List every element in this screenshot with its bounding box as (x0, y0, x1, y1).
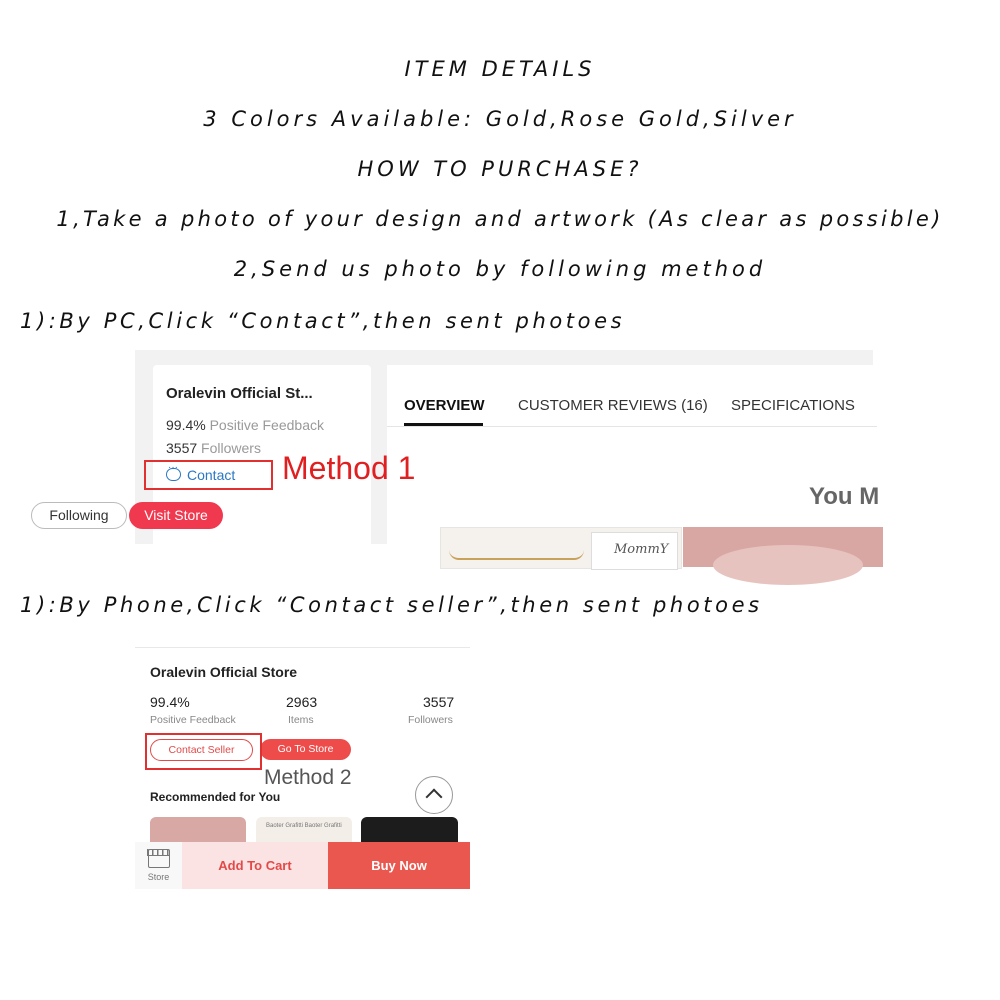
pc-thumbnail-text: MommY (614, 542, 669, 557)
colors-available-text: 3 Colors Available: Gold,Rose Gold,Silver (203, 107, 797, 131)
pc-feedback-stat (166, 417, 324, 433)
phone-items-label: Items (288, 714, 314, 726)
recommended-thumbnail-text: Baoter Grafitti Baoter Grafitti (266, 823, 342, 829)
visit-store-button[interactable]: Visit Store (129, 502, 223, 529)
phone-instruction-text: 1):By Phone,Click “Contact seller”,then sent photoes (20, 593, 763, 617)
pc-product-panel (387, 365, 887, 555)
pc-feedback-label: Positive Feedback (209, 417, 324, 433)
step-2-text: 2,Send us photo by following method (233, 257, 767, 281)
necklace-chain-image (449, 550, 584, 560)
pc-followers-value: 3557 (166, 440, 198, 456)
pc-feedback-value: 99.4% (166, 417, 206, 433)
phone-followers-value: 3557 (423, 694, 455, 710)
add-to-cart-button[interactable]: Add To Cart (182, 842, 328, 889)
go-to-store-button[interactable]: Go To Store (260, 739, 351, 760)
tab-overview[interactable]: OVERVIEW (404, 397, 485, 414)
store-tab-button[interactable] (135, 842, 182, 889)
phone-contact-highlight-box (145, 733, 262, 770)
tab-specifications[interactable]: SPECIFICATIONS (731, 397, 855, 414)
following-button[interactable]: Following (31, 502, 127, 529)
phone-followers-label: Followers (408, 714, 453, 726)
pc-product-thumbnail-2[interactable] (683, 527, 883, 567)
buy-now-button[interactable]: Buy Now (328, 842, 470, 889)
pc-store-name[interactable]: Oralevin Official St... (166, 385, 313, 402)
step-1-text: 1,Take a photo of your design and artwork (As clear as possible) (56, 207, 944, 231)
item-details-heading: ITEM DETAILS (404, 57, 596, 81)
pc-instruction-text: 1):By PC,Click “Contact”,then sent photoes (20, 309, 626, 333)
contact-seller-button[interactable]: Contact Seller (150, 739, 253, 761)
store-icon (148, 849, 170, 868)
pc-contact-label: Contact (187, 467, 236, 483)
store-tab-label: Store (147, 872, 170, 882)
pc-followers-stat (166, 440, 261, 456)
method-1-label: Method 1 (282, 450, 416, 486)
pc-section-heading: You M (809, 483, 880, 510)
pc-store-screenshot (135, 350, 880, 557)
method-2-label: Method 2 (264, 766, 352, 789)
phone-feedback-value: 99.4% (150, 694, 190, 710)
tab-divider (387, 426, 877, 427)
recommended-heading: Recommended for You (150, 790, 281, 804)
phone-top-divider (135, 647, 470, 648)
how-to-purchase-heading: HOW TO PURCHASE? (357, 157, 643, 181)
pc-thumbnail-card (591, 532, 678, 570)
phone-store-name[interactable]: Oralevin Official Store (150, 664, 298, 680)
phone-items-value: 2963 (286, 694, 318, 710)
phone-feedback-label: Positive Feedback (150, 714, 236, 726)
pc-product-thumbnail[interactable] (440, 527, 682, 569)
pc-contact-highlight-box (144, 460, 273, 490)
pc-followers-label: Followers (201, 440, 261, 456)
phone-bottom-bar (135, 842, 470, 889)
tab-customer-reviews[interactable]: CUSTOMER REVIEWS (16) (518, 397, 708, 414)
scroll-up-icon[interactable] (415, 776, 453, 814)
